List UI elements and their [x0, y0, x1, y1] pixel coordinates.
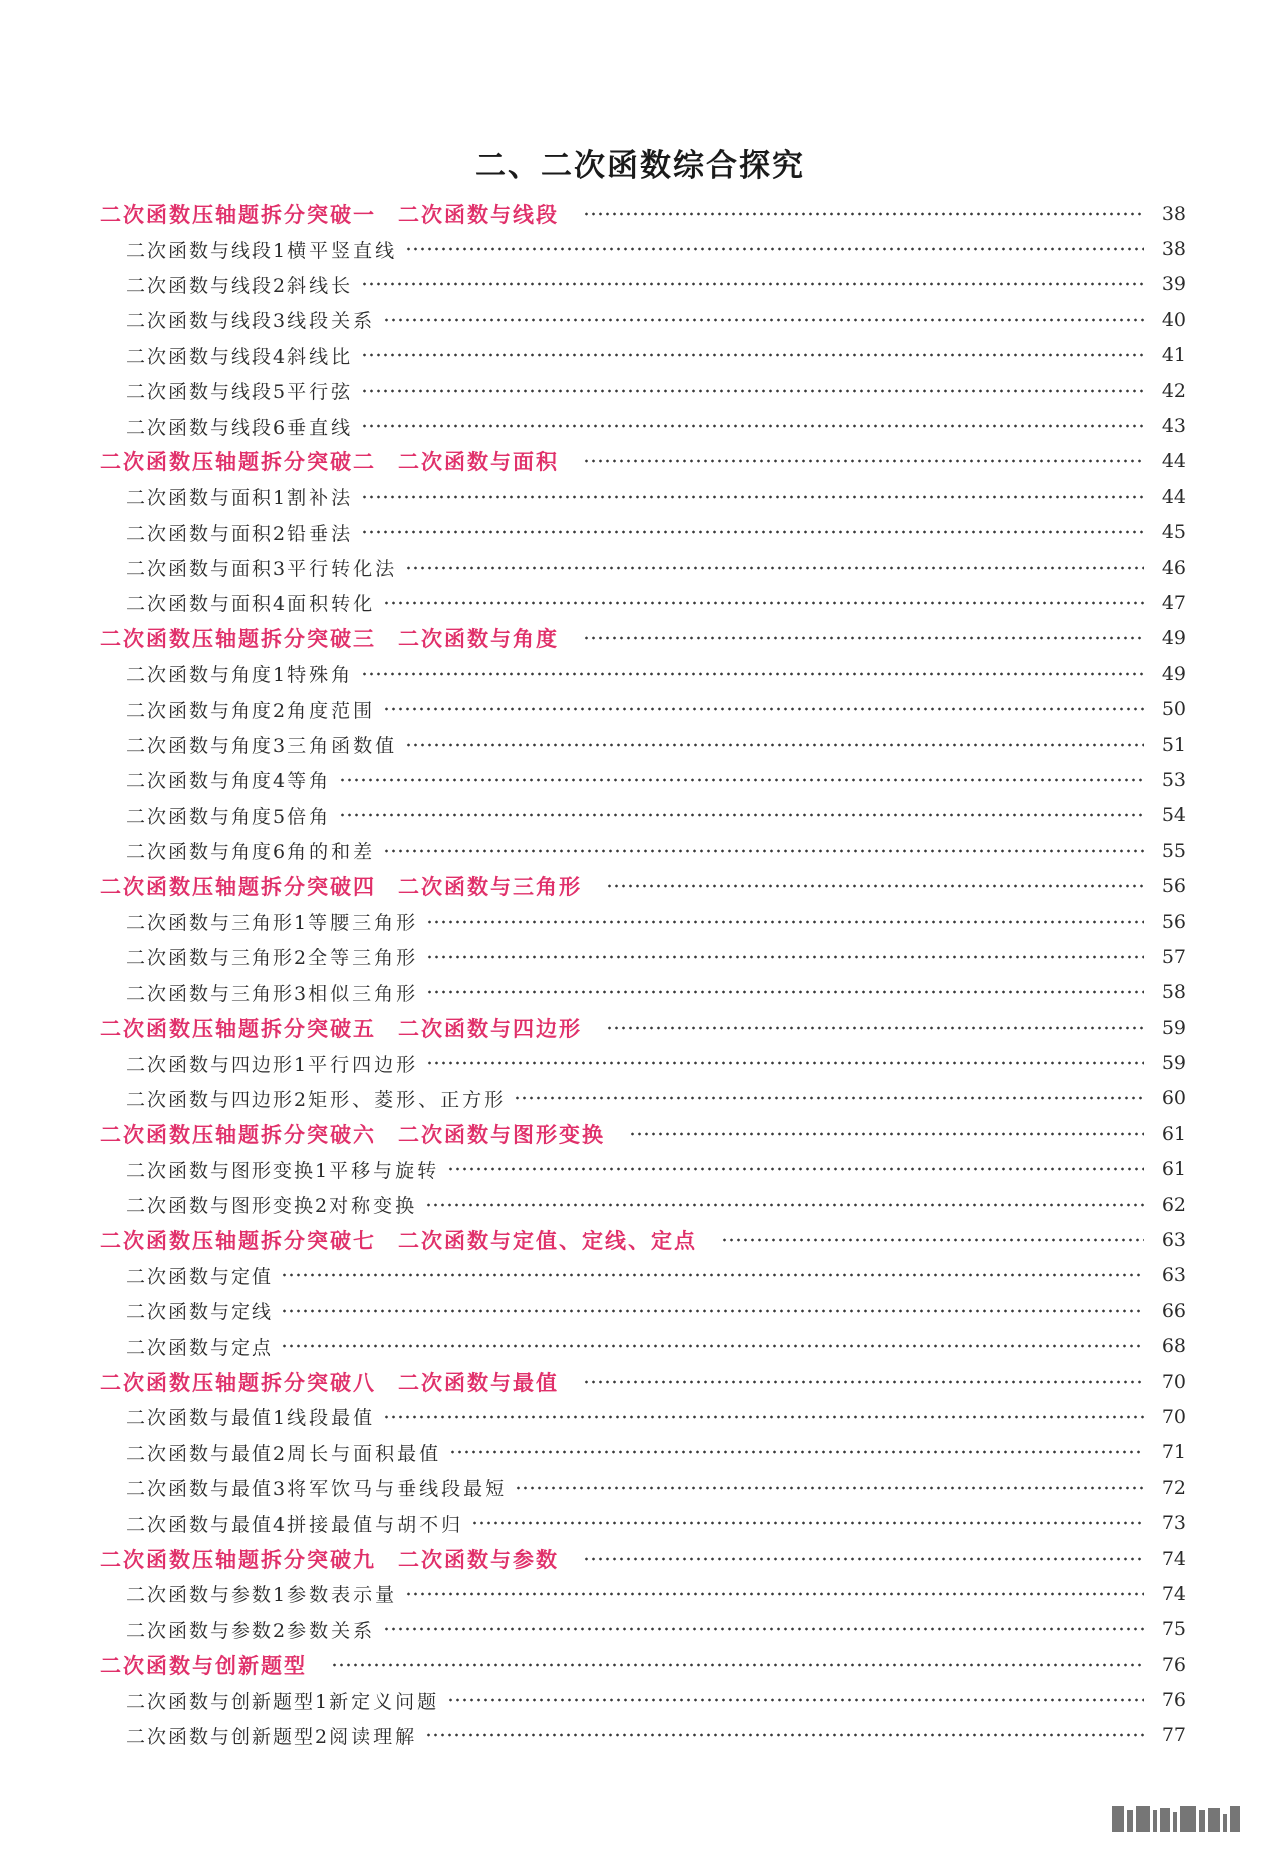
toc-leader-dots: [583, 459, 1144, 463]
toc-page-number: 55: [1161, 839, 1186, 862]
toc-item-label: 二次函数与角度2: [126, 699, 288, 722]
toc-item-row[interactable]: [0, 975, 1280, 1010]
toc-item-label: 二次函数与定线: [126, 1301, 274, 1324]
toc-page-number: 74: [1161, 1547, 1186, 1570]
toc-item-label: 二次函数与参数1: [126, 1584, 288, 1607]
toc-item-label: 二次函数与最值3: [126, 1478, 288, 1501]
toc-item-label: 二次函数与最值4: [126, 1513, 288, 1536]
toc-page-number: 47: [1161, 591, 1186, 614]
toc-item-subtitle: 平行四边形: [308, 1053, 419, 1076]
toc-item-subtitle: 横平竖直线: [287, 239, 398, 262]
toc-page-number: 72: [1161, 1476, 1186, 1499]
toc-leader-dots: [339, 778, 1144, 782]
toc-item-subtitle: 倍角: [287, 805, 332, 828]
toc-leader-dots: [361, 424, 1144, 428]
toc-page-number: 71: [1161, 1441, 1186, 1464]
toc-item-subtitle: 阅读理解: [329, 1725, 418, 1748]
toc-item-row[interactable]: [0, 1612, 1280, 1647]
toc-section-row[interactable]: [0, 444, 1280, 479]
toc-item-label: 二次函数与角度1: [126, 664, 288, 687]
toc-item-row[interactable]: [0, 798, 1280, 833]
toc-item-subtitle: 将军饮马与垂线段最短: [287, 1478, 508, 1501]
toc-section-topic: 二次函数与定值、定线、定点: [398, 1229, 697, 1254]
toc-leader-dots: [426, 990, 1144, 994]
toc-leader-dots: [361, 530, 1144, 534]
toc-page-number: 51: [1161, 733, 1186, 756]
toc-page-number: 49: [1161, 662, 1186, 685]
toc-leader-dots: [721, 1238, 1144, 1242]
toc-leader-dots: [405, 1592, 1144, 1596]
toc-leader-dots: [447, 1167, 1144, 1171]
toc-item-row[interactable]: [0, 550, 1280, 585]
toc-section-title: 二次函数压轴题拆分突破六: [100, 1122, 376, 1147]
toc-leader-dots: [426, 1061, 1144, 1065]
toc-item-row[interactable]: [0, 1505, 1280, 1540]
toc-section-row[interactable]: [0, 1116, 1280, 1151]
toc-item-row[interactable]: [0, 1718, 1280, 1753]
toc-section-row[interactable]: [0, 1541, 1280, 1576]
toc-item-subtitle: 特殊角: [287, 664, 354, 687]
toc-item-label: 二次函数与定点: [126, 1336, 274, 1359]
toc-item-row[interactable]: [0, 1045, 1280, 1080]
toc-item-subtitle: 线段关系: [287, 310, 376, 333]
toc-item-subtitle: 角的和差: [287, 841, 376, 864]
toc-item-subtitle: 相似三角形: [308, 982, 419, 1005]
toc-page-number: 39: [1161, 273, 1186, 296]
toc-item-row[interactable]: [0, 1682, 1280, 1717]
toc-item-label: 二次函数与线段6: [126, 416, 288, 439]
toc-page-number: 38: [1161, 202, 1186, 225]
toc-item-label: 二次函数与角度6: [126, 841, 288, 864]
toc-leader-dots: [383, 707, 1144, 711]
toc-leader-dots: [331, 1663, 1144, 1667]
toc-item-label: 二次函数与面积1: [126, 487, 288, 510]
toc-item-label: 二次函数与创新题型1: [126, 1690, 330, 1713]
toc-item-label: 二次函数与图形变换1: [126, 1159, 330, 1182]
toc-leader-dots: [583, 212, 1144, 216]
toc-page-number: 76: [1161, 1689, 1186, 1712]
toc-item-subtitle: 角度范围: [287, 699, 376, 722]
toc-item-row[interactable]: [0, 515, 1280, 550]
toc-section-label: [100, 199, 559, 229]
toc-item-row[interactable]: [0, 727, 1280, 762]
toc-item-subtitle: 矩形、菱形、正方形: [308, 1088, 507, 1111]
toc-item-row[interactable]: [0, 373, 1280, 408]
toc-section-title: 二次函数与创新题型: [100, 1653, 307, 1678]
toc-page-number: 40: [1161, 308, 1186, 331]
toc-leader-dots: [449, 1450, 1144, 1454]
toc-page-number: 56: [1161, 910, 1186, 933]
toc-item-row[interactable]: [0, 1399, 1280, 1434]
toc-item-row[interactable]: [0, 267, 1280, 302]
toc-item-subtitle: 参数表示量: [287, 1584, 398, 1607]
page-title: 二、二次函数综合探究: [475, 148, 805, 184]
toc-section-topic: 二次函数与最值: [398, 1370, 559, 1395]
toc-section-label: [100, 1650, 307, 1680]
toc-item-label: 二次函数与最值1: [126, 1407, 288, 1430]
toc-item-row[interactable]: [0, 1329, 1280, 1364]
toc-section-title: 二次函数压轴题拆分突破一: [100, 202, 376, 227]
toc-item-label: 二次函数与线段3: [126, 310, 288, 333]
toc-item-subtitle: 等腰三角形: [308, 912, 419, 934]
toc-leader-dots: [383, 1415, 1144, 1419]
toc-item-row[interactable]: [0, 1152, 1280, 1187]
toc-page-number: 70: [1161, 1370, 1186, 1393]
toc-item-row[interactable]: [0, 479, 1280, 514]
toc-page-number: 68: [1161, 1335, 1186, 1358]
toc-section-title: 二次函数压轴题拆分突破二: [100, 450, 376, 475]
toc-page-number: 60: [1161, 1087, 1186, 1110]
toc-page-number: 66: [1161, 1299, 1186, 1322]
toc-leader-dots: [583, 1557, 1144, 1561]
toc-item-subtitle: 割补法: [287, 487, 354, 510]
toc-item-subtitle: 线段最值: [287, 1407, 376, 1430]
toc-section-title: 二次函数压轴题拆分突破七: [100, 1229, 376, 1254]
toc-leader-dots: [361, 389, 1144, 393]
toc-leader-dots: [514, 1096, 1144, 1100]
toc-leader-dots: [606, 884, 1144, 888]
toc-item-label: 二次函数与线段5: [126, 381, 288, 404]
toc-item-label: 二次函数与角度3: [126, 735, 288, 758]
toc-page-number: 77: [1161, 1724, 1186, 1747]
toc-leader-dots: [515, 1486, 1144, 1490]
toc-leader-dots: [383, 318, 1144, 322]
toc-item-subtitle: 对称变换: [329, 1195, 418, 1218]
toc-item-subtitle: 铅垂法: [287, 522, 354, 545]
toc-item-subtitle: 参数关系: [287, 1619, 376, 1642]
toc-page-number: 42: [1161, 379, 1186, 402]
toc-item-label: 二次函数与图形变换2: [126, 1195, 330, 1218]
toc-section-topic: 二次函数与三角形: [398, 875, 582, 900]
toc-page-number: 74: [1161, 1582, 1186, 1605]
toc-item-subtitle: 三角函数值: [287, 735, 398, 758]
toc-section-label: [100, 1119, 605, 1149]
toc-section-row[interactable]: [0, 1364, 1280, 1399]
toc-page-number: 41: [1161, 344, 1186, 367]
watermark-mark: [1112, 1798, 1262, 1832]
toc-page-number: 46: [1161, 556, 1186, 579]
toc-item-label: 二次函数与面积4: [126, 593, 288, 616]
toc-item-subtitle: 拼接最值与胡不归: [287, 1513, 464, 1536]
toc-item-subtitle: 面积转化: [287, 593, 376, 616]
toc-section-row[interactable]: [0, 196, 1280, 231]
toc-section-label: [100, 1367, 559, 1397]
toc-leader-dots: [583, 1380, 1144, 1384]
toc-leader-dots: [405, 743, 1144, 747]
toc-leader-dots: [425, 1733, 1144, 1737]
table-of-contents: [0, 196, 1280, 1753]
toc-page-number: 38: [1161, 238, 1186, 261]
toc-item-row[interactable]: [0, 1293, 1280, 1328]
toc-item-label: 二次函数与面积3: [126, 558, 288, 581]
toc-section-title: 二次函数压轴题拆分突破五: [100, 1016, 376, 1041]
toc-leader-dots: [383, 849, 1144, 853]
toc-leader-dots: [361, 495, 1144, 499]
toc-item-subtitle: 斜线比: [287, 345, 354, 368]
toc-item-row[interactable]: [0, 585, 1280, 620]
toc-leader-dots: [405, 247, 1144, 251]
toc-page-number: 59: [1161, 1016, 1186, 1039]
toc-section-row[interactable]: [0, 621, 1280, 656]
toc-page-number: 43: [1161, 415, 1186, 438]
toc-item-row[interactable]: [0, 1187, 1280, 1222]
toc-item-label: 二次函数与四边形2: [126, 1088, 309, 1111]
toc-item-label: 二次函数与线段1: [126, 239, 288, 262]
toc-leader-dots: [606, 1026, 1144, 1030]
toc-item-row[interactable]: [0, 338, 1280, 373]
toc-leader-dots: [383, 1627, 1144, 1631]
toc-page-number: 45: [1161, 521, 1186, 544]
toc-item-label: 二次函数与面积2: [126, 522, 288, 545]
toc-item-subtitle: 平移与旋转: [329, 1159, 440, 1182]
toc-item-row[interactable]: [0, 762, 1280, 797]
toc-section-topic: 二次函数与面积: [398, 450, 559, 475]
toc-item-row[interactable]: [0, 904, 1280, 939]
toc-page-number: 70: [1161, 1405, 1186, 1428]
toc-item-subtitle: 垂直线: [287, 416, 354, 439]
toc-section-row[interactable]: [0, 868, 1280, 903]
toc-page-number: 63: [1161, 1264, 1186, 1287]
toc-section-topic: 二次函数与四边形: [398, 1016, 582, 1041]
toc-section-label: [100, 1013, 582, 1043]
toc-item-subtitle: 平行转化法: [287, 558, 398, 581]
toc-item-subtitle: 斜线长: [287, 274, 354, 297]
toc-item-subtitle: 全等三角形: [308, 947, 419, 970]
toc-leader-dots: [405, 566, 1144, 570]
toc-item-label: 二次函数与三角形2: [126, 947, 309, 970]
toc-page-number: 50: [1161, 698, 1186, 721]
toc-section-topic: 二次函数与线段: [398, 202, 559, 227]
toc-item-label: 二次函数与角度4: [126, 770, 288, 793]
toc-item-label: 二次函数与定值: [126, 1265, 274, 1288]
toc-item-row[interactable]: [0, 1258, 1280, 1293]
toc-item-row[interactable]: [0, 939, 1280, 974]
toc-leader-dots: [426, 955, 1144, 959]
toc-item-label: 二次函数与创新题型2: [126, 1725, 330, 1748]
toc-leader-dots: [281, 1273, 1144, 1277]
toc-page-number: 63: [1161, 1229, 1186, 1252]
toc-section-title: 二次函数压轴题拆分突破四: [100, 875, 376, 900]
toc-item-row[interactable]: [0, 1435, 1280, 1470]
toc-section-row[interactable]: [0, 1222, 1280, 1257]
toc-page-number: 54: [1161, 804, 1186, 827]
toc-section-label: [100, 1544, 559, 1574]
toc-leader-dots: [281, 1309, 1144, 1313]
toc-page-number: 73: [1161, 1512, 1186, 1535]
toc-item-label: 二次函数与最值2: [126, 1442, 288, 1465]
toc-item-row[interactable]: [0, 1081, 1280, 1116]
toc-page-number: 61: [1161, 1122, 1186, 1145]
toc-item-label: 二次函数与参数2: [126, 1619, 288, 1642]
toc-section-topic: 二次函数与参数: [398, 1547, 559, 1572]
toc-leader-dots: [425, 1203, 1144, 1207]
toc-leader-dots: [583, 636, 1144, 640]
toc-page-number: 75: [1161, 1618, 1186, 1641]
toc-leader-dots: [361, 282, 1144, 286]
toc-item-label: 二次函数与角度5: [126, 805, 288, 828]
toc-item-label: 二次函数与四边形1: [126, 1053, 309, 1076]
toc-page-number: 56: [1161, 875, 1186, 898]
toc-section-label: [100, 623, 559, 653]
toc-section-row[interactable]: [0, 1010, 1280, 1045]
toc-leader-dots: [361, 353, 1144, 357]
toc-item-subtitle: 周长与面积最值: [287, 1442, 442, 1465]
toc-section-topic: 二次函数与角度: [398, 627, 559, 652]
toc-section-title: 二次函数压轴题拆分突破三: [100, 627, 376, 652]
toc-section-title: 二次函数压轴题拆分突破八: [100, 1370, 376, 1395]
toc-page-number: 49: [1161, 627, 1186, 650]
toc-leader-dots: [383, 601, 1144, 605]
toc-item-label: 二次函数与三角形1: [126, 912, 309, 934]
toc-section-label: [100, 1225, 697, 1255]
toc-page-number: 61: [1161, 1158, 1186, 1181]
toc-page-number: 59: [1161, 1052, 1186, 1075]
toc-section-label: [100, 871, 582, 901]
toc-page-number: 44: [1161, 450, 1186, 473]
toc-leader-dots: [281, 1344, 1144, 1348]
toc-leader-dots: [447, 1698, 1144, 1702]
toc-item-row[interactable]: [0, 691, 1280, 726]
toc-section-topic: 二次函数与图形变换: [398, 1122, 605, 1147]
toc-item-row[interactable]: [0, 1576, 1280, 1611]
toc-leader-dots: [361, 672, 1144, 676]
toc-page-number: 57: [1161, 945, 1186, 968]
toc-item-row[interactable]: [0, 408, 1280, 443]
toc-section-title: 二次函数压轴题拆分突破九: [100, 1547, 376, 1572]
toc-item-row[interactable]: [0, 302, 1280, 337]
toc-page-number: 76: [1161, 1653, 1186, 1676]
toc-page-number: 44: [1161, 485, 1186, 508]
toc-item-label: 二次函数与线段4: [126, 345, 288, 368]
toc-page-number: 53: [1161, 768, 1186, 791]
toc-item-row[interactable]: [0, 656, 1280, 691]
toc-section-row[interactable]: [0, 1647, 1280, 1682]
toc-item-row[interactable]: [0, 1470, 1280, 1505]
toc-leader-dots: [426, 920, 1144, 924]
toc-item-row[interactable]: [0, 833, 1280, 868]
toc-item-label: 二次函数与线段2: [126, 274, 288, 297]
toc-item-label: 二次函数与三角形3: [126, 982, 309, 1005]
toc-section-label: [100, 446, 559, 476]
toc-item-row[interactable]: [0, 231, 1280, 266]
toc-page-number: 58: [1161, 981, 1186, 1004]
toc-leader-dots: [339, 813, 1144, 817]
toc-item-subtitle: 平行弦: [287, 381, 354, 404]
toc-item-subtitle: 等角: [287, 770, 332, 793]
toc-leader-dots: [471, 1521, 1144, 1525]
toc-page-number: 62: [1161, 1193, 1186, 1216]
toc-leader-dots: [629, 1132, 1144, 1136]
toc-item-subtitle: 新定义问题: [329, 1690, 440, 1713]
